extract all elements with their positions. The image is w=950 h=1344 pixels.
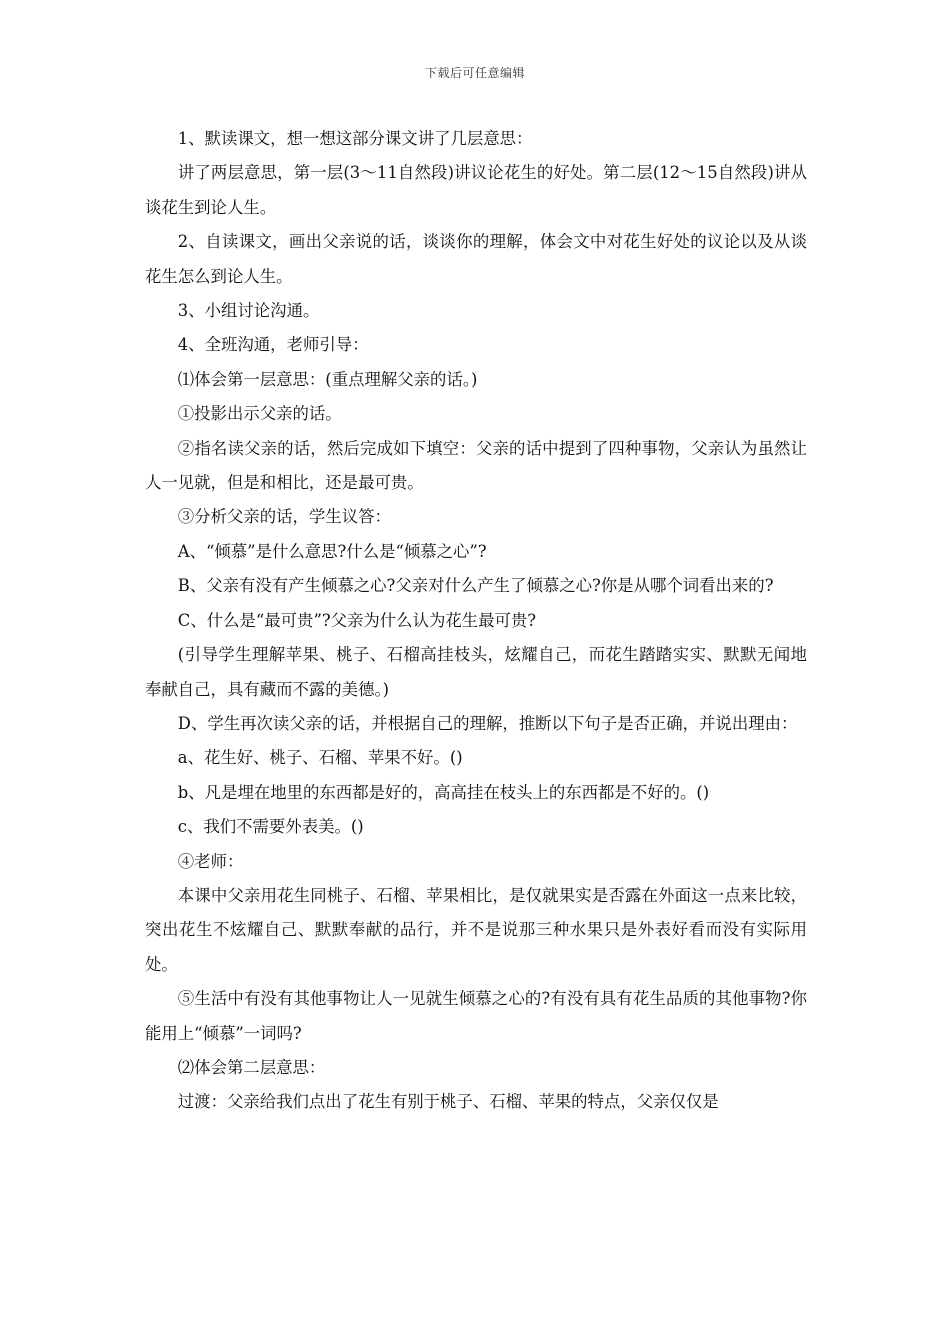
paragraph-14: D、学生再次读父亲的话，并根据自己的理解，推断以下句子是否正确，并说出理由： bbox=[177, 713, 798, 733]
document-body bbox=[145, 122, 807, 1120]
paragraph-6: ⑴体会第一层意思：(重点理解父亲的话。) bbox=[177, 369, 478, 389]
paragraph-19: 本课中父亲用花生同桃子、石榴、苹果相比，是仅就果实是否露在外面这一点来比较，突出花生不炫耀自己、默默奉献的品行，并不是说那三种水果只是外表好看而没有实际用处。 bbox=[145, 885, 807, 974]
paragraph-17: c、我们不需要外表美。() bbox=[177, 817, 364, 837]
paragraph-1: 1、默读课文，想一想这部分课文讲了几层意思： bbox=[177, 129, 533, 148]
paragraph-18: ④老师： bbox=[177, 851, 244, 871]
page-header: 下载后可任意编辑 bbox=[424, 66, 525, 80]
paragraph-2: 讲了两层意思，第一层(3～11自然段)讲议论花生的好处。第二层(12～15自然段)讲从谈花生到论人生。 bbox=[145, 163, 807, 217]
paragraph-15: a、花生好、桃子、石榴、苹果不好。() bbox=[177, 748, 463, 768]
paragraph-21: ⑵体会第二层意思： bbox=[177, 1057, 326, 1077]
paragraph-7: ①投影出示父亲的话。 bbox=[177, 404, 342, 424]
paragraph-3: 2、自读课文，画出父亲说的话，谈谈你的理解，体会文中对花生好处的议论以及从谈花生怎么到论人生。 bbox=[145, 232, 807, 286]
paragraph-16: b、凡是埋在地里的东西都是好的，高高挂在枝头上的东西都是不好的。() bbox=[177, 782, 710, 802]
paragraph-10: A、“倾慕”是什么意思?什么是“倾慕之心”? bbox=[177, 541, 487, 561]
paragraph-20: ⑤生活中有没有其他事物让人一见就生倾慕之心的?有没有具有花生品质的其他事物?你能用上“倾慕”一词吗? bbox=[145, 989, 807, 1043]
paragraph-22: 过渡：父亲给我们点出了花生有别于桃子、石榴、苹果的特点，父亲仅仅是 bbox=[177, 1092, 719, 1112]
paragraph-9: ③分析父亲的话，学生议答： bbox=[177, 507, 391, 527]
paragraph-12: C、什么是“最可贵”?父亲为什么认为花生最可贵? bbox=[177, 610, 537, 630]
paragraph-13: (引导学生理解苹果、桃子、石榴高挂枝头，炫耀自己，而花生踏踏实实、默默无闻地奉献自己，具有藏而不露的美德。) bbox=[145, 645, 807, 699]
paragraph-4: 3、小组讨论沟通。 bbox=[177, 301, 320, 321]
paragraph-5: 4、全班沟通，老师引导： bbox=[177, 335, 369, 355]
paragraph-11: B、父亲有没有产生倾慕之心?父亲对什么产生了倾慕之心?你是从哪个词看出来的? bbox=[177, 576, 774, 596]
paragraph-8: ②指名读父亲的话，然后完成如下填空：父亲的话中提到了四种事物，父亲认为虽然让人一见就，但是和相比，还是最可贵。 bbox=[145, 438, 807, 493]
